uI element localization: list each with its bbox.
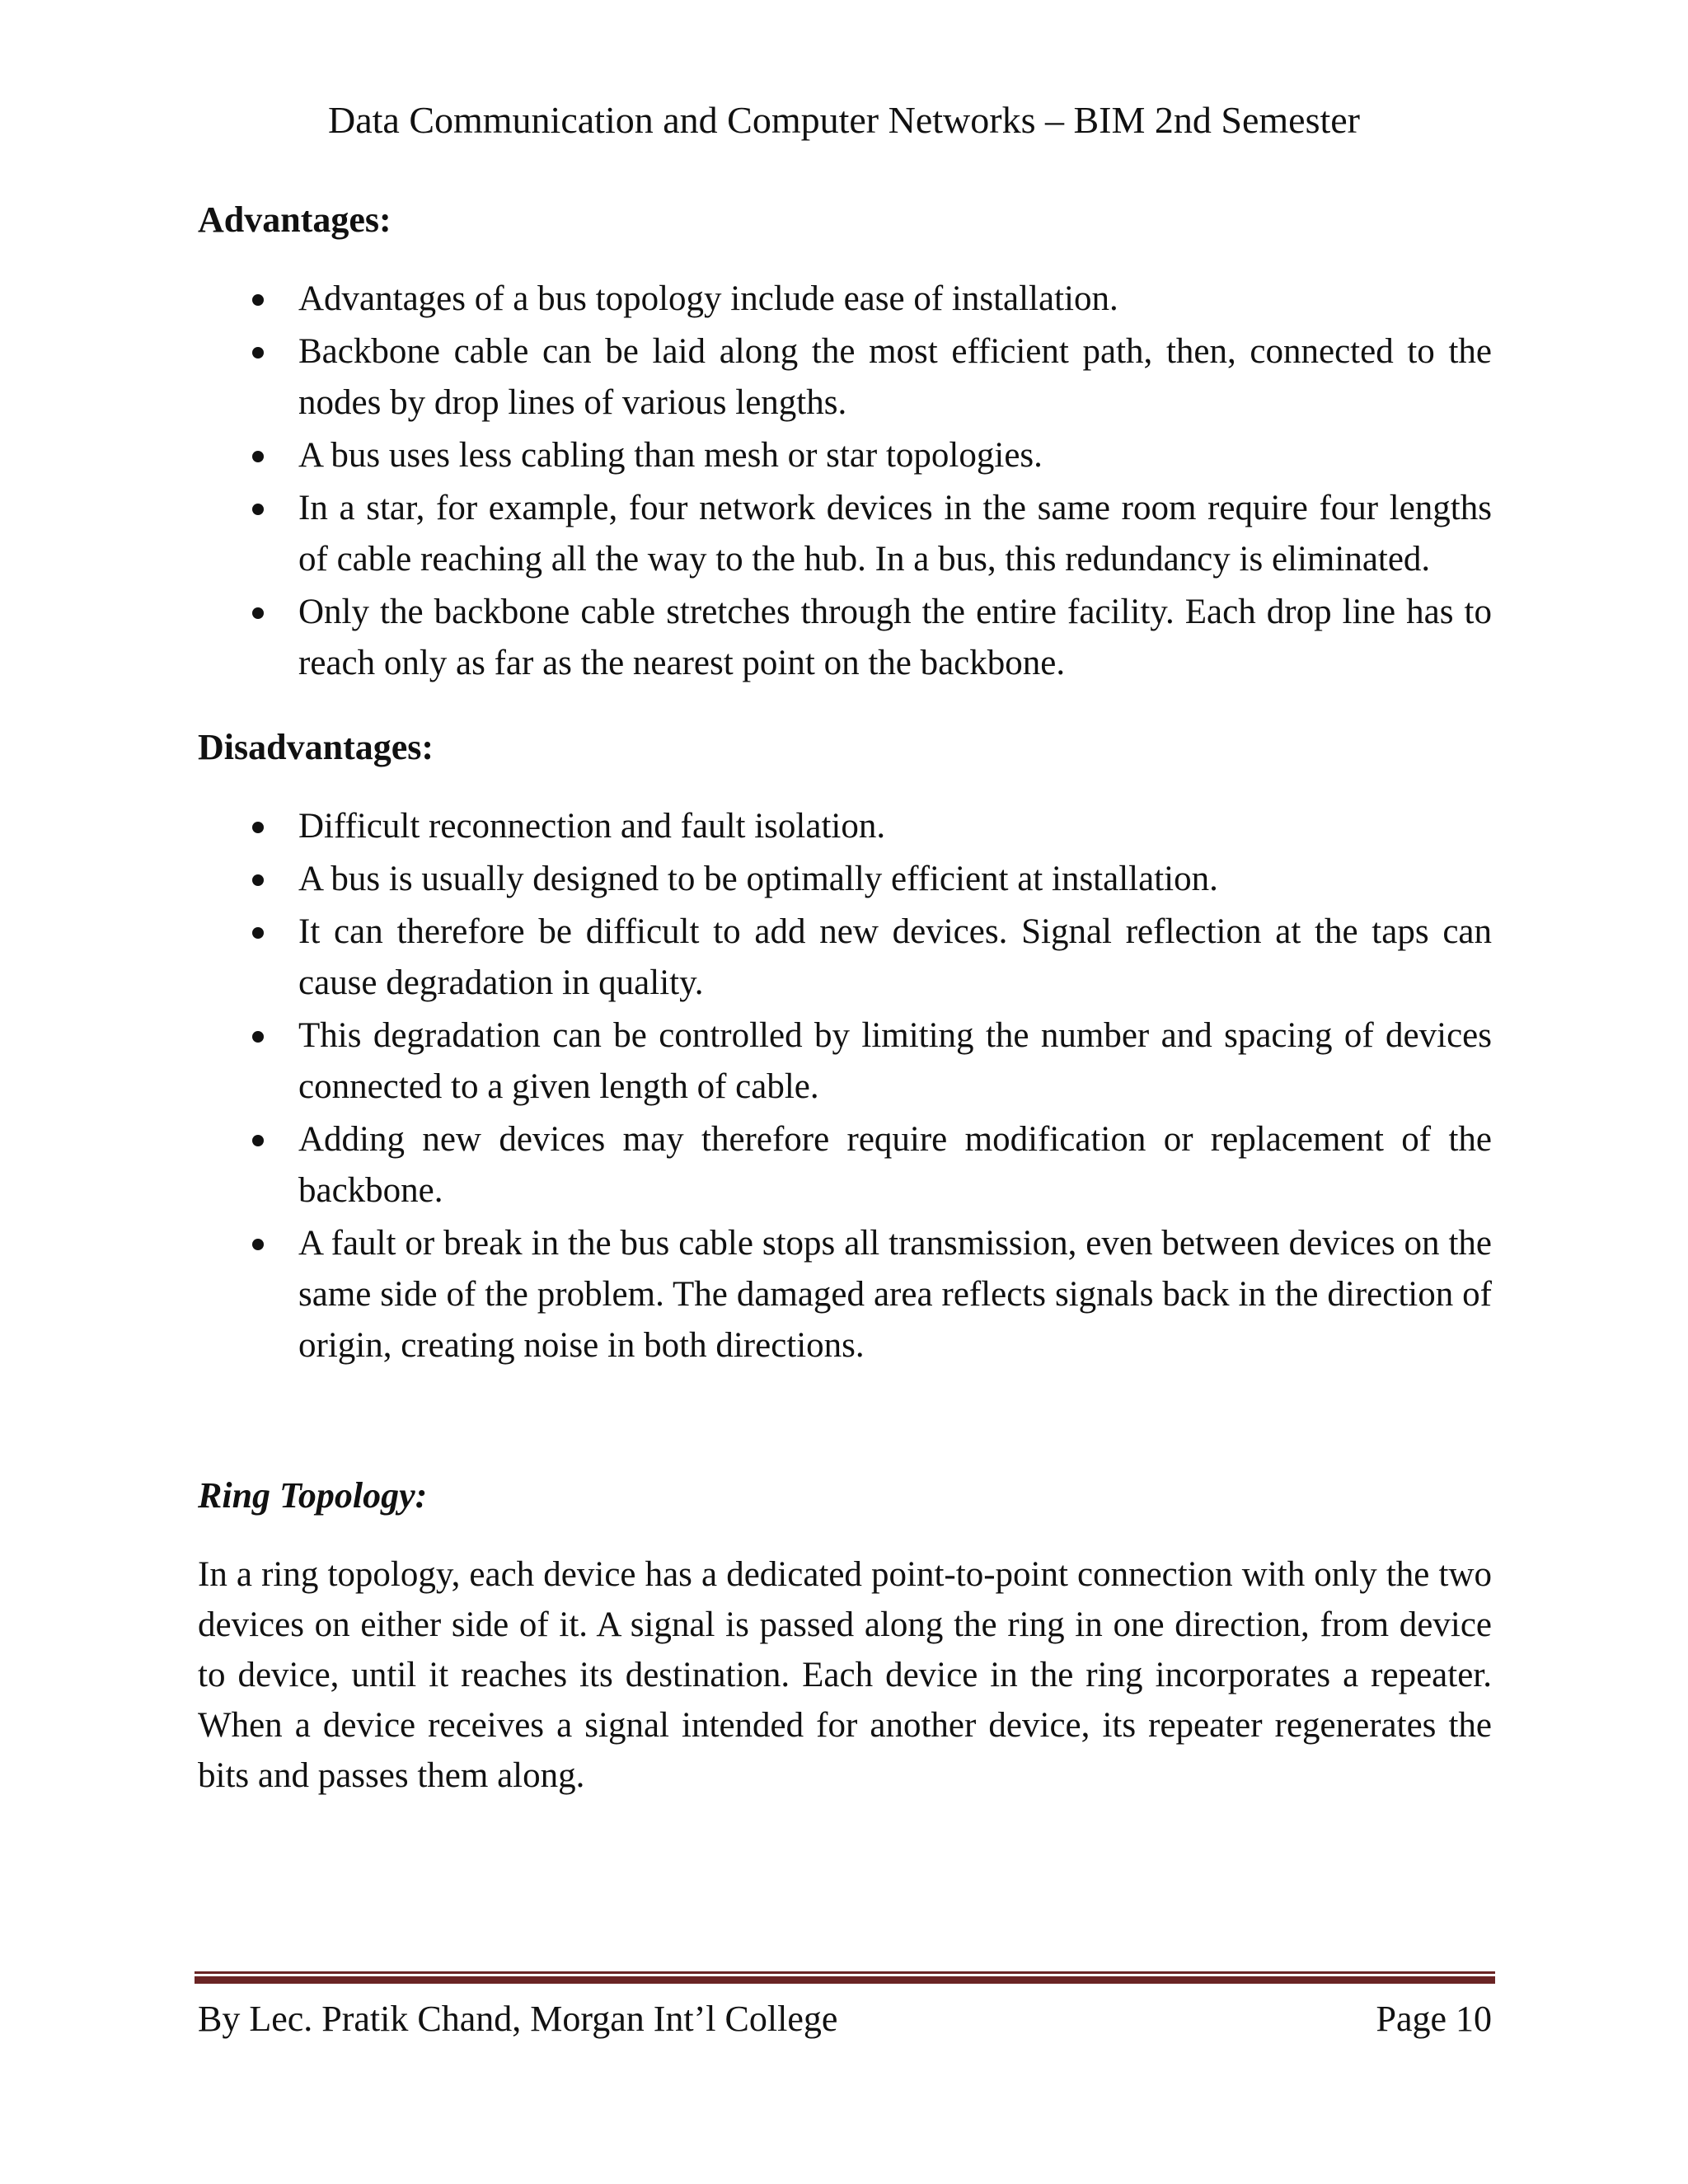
list-item-text: It can therefore be difficult to add new devices. Signal reflection at the taps can cause degradation in quality. — [298, 912, 1492, 1002]
list-item-text: A bus uses less cabling than mesh or star topologies. — [298, 436, 1043, 475]
footer-divider-thin — [195, 1971, 1495, 1974]
footer-author: By Lec. Pratik Chand, Morgan Int’l College — [198, 1999, 838, 2039]
list-item-text: A bus is usually designed to be optimally efficient at installation. — [298, 860, 1218, 898]
list-item — [198, 1114, 1492, 1216]
section-spacer — [198, 1373, 1492, 1472]
list-item — [198, 326, 1492, 429]
list-item-text: Advantages of a bus topology include ease of installation. — [298, 279, 1118, 318]
list-item-text: Only the backbone cable stretches through the entire facility. Each drop line has to reach only as far as the nearest point on the backbone. — [298, 593, 1492, 682]
list-item — [198, 483, 1492, 585]
bullet-icon — [252, 451, 264, 462]
list-item-text: Difficult reconnection and fault isolation. — [298, 807, 886, 846]
page-number: Page 10 — [1376, 1999, 1492, 2039]
bullet-icon — [252, 294, 264, 306]
bullet-icon — [252, 347, 264, 359]
list-item — [198, 1010, 1492, 1113]
bullet-icon — [252, 874, 264, 886]
bullet-icon — [252, 504, 264, 515]
list-item-text: Adding new devices may therefore require modification or replacement of the backbone. — [298, 1120, 1492, 1210]
section-spacer — [198, 691, 1492, 724]
list-item — [198, 430, 1492, 481]
list-item — [198, 854, 1492, 905]
bullet-icon — [252, 1135, 264, 1146]
list-item — [198, 801, 1492, 852]
ring-topology-heading: Ring Topology: — [198, 1475, 428, 1516]
bullet-icon — [252, 927, 264, 939]
list-item — [198, 907, 1492, 1009]
list-item — [198, 587, 1492, 689]
footer-divider-thick — [195, 1976, 1495, 1984]
advantages-list — [198, 274, 1492, 689]
list-item — [198, 274, 1492, 325]
list-item-text: In a star, for example, four network devices in the same room require four lengths of cable reaching all the way to the hub. In a bus, this redundancy is eliminated. — [298, 489, 1492, 579]
bullet-icon — [252, 607, 264, 619]
list-item-text: This degradation can be controlled by limiting the number and spacing of devices connected to a given length of cable. — [298, 1016, 1492, 1106]
bullet-icon — [252, 1031, 264, 1043]
disadvantages-list — [198, 801, 1492, 1371]
advantages-heading: Advantages: — [198, 199, 392, 240]
page-content — [198, 196, 1492, 1801]
page-footer — [198, 1994, 1492, 2044]
bullet-icon — [252, 1239, 264, 1250]
page-header-title: Data Communication and Computer Networks – BIM 2nd Semester — [327, 99, 1361, 141]
ring-topology-paragraph: In a ring topology, each device has a dedicated point-to-point connection with only the two devices on either side of it. A signal is passed along the ring in one direction, from device to device, until it reaches its destination. Each device in the ring incorporates a repeater. When a device receives a signal intended for another device, its repeater regenerates the bits and passes them along. — [198, 1555, 1492, 1795]
bullet-icon — [252, 822, 264, 833]
list-item-text: Backbone cable can be laid along the most efficient path, then, connected to the nodes by drop lines of various lengths. — [298, 332, 1492, 422]
list-item — [198, 1218, 1492, 1371]
list-item-text: A fault or break in the bus cable stops all transmission, even between devices on the same side of the problem. The damaged area reflects signals back in the direction of origin, creating noise in both directions. — [298, 1224, 1492, 1365]
disadvantages-heading: Disadvantages: — [198, 727, 434, 767]
